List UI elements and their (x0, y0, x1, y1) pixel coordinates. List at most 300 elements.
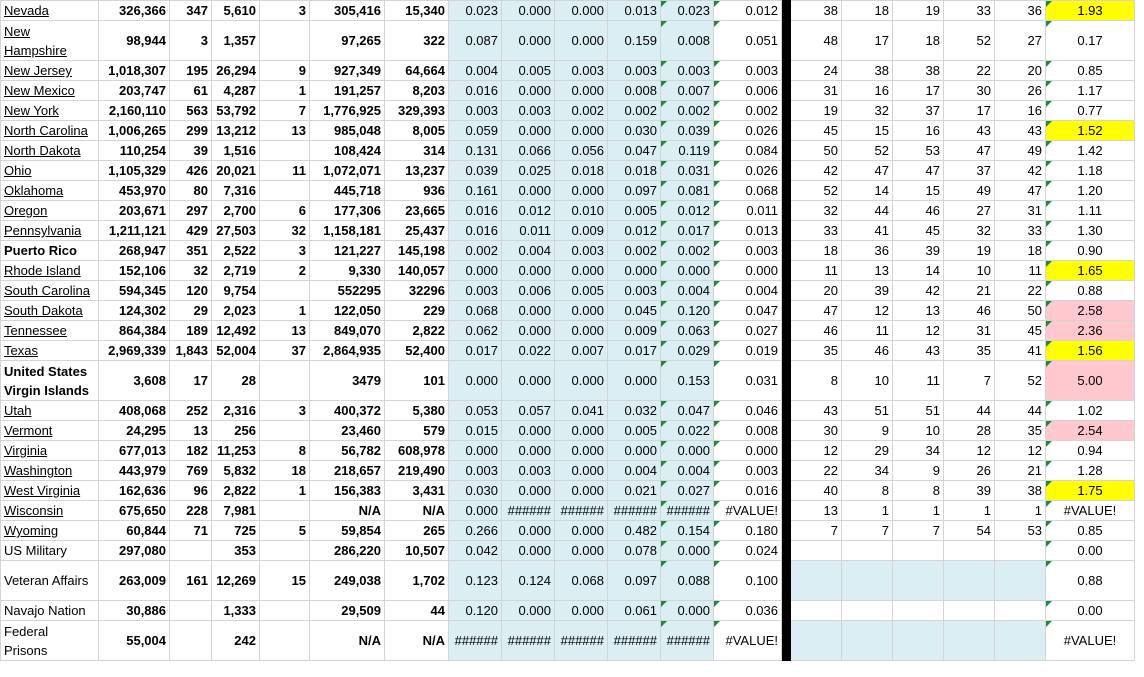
cell-k1[interactable]: 40 (791, 481, 842, 501)
cell-k5[interactable]: 26 (995, 81, 1046, 101)
cell-r1[interactable]: 0.266 (449, 521, 502, 541)
cell-r3[interactable]: 0.009 (555, 221, 608, 241)
cell-k5[interactable]: 49 (995, 141, 1046, 161)
cell-f[interactable]: 140,057 (385, 261, 449, 281)
cell-k1[interactable]: 45 (791, 121, 842, 141)
cell-f[interactable]: 8,005 (385, 121, 449, 141)
cell-b[interactable]: 297 (170, 201, 212, 221)
cell-g[interactable]: 0.008 (714, 421, 782, 441)
cell-z[interactable]: 0.77 (1046, 101, 1135, 121)
row-label-cell[interactable]: Pennsylvania (1, 221, 99, 241)
cell-g[interactable]: 0.046 (714, 401, 782, 421)
cell-k4[interactable]: 22 (944, 61, 995, 81)
cell-k1[interactable] (791, 601, 842, 621)
cell-r2[interactable]: ###### (502, 501, 555, 521)
table-row[interactable] (1, 61, 1135, 81)
cell-r5[interactable]: 0.000 (661, 261, 714, 281)
cell-r3[interactable]: 0.000 (555, 261, 608, 281)
cell-g[interactable]: 0.051 (714, 21, 782, 61)
cell-r4[interactable]: 0.003 (608, 61, 661, 81)
row-label-cell[interactable]: New York (1, 101, 99, 121)
cell-k2[interactable]: 29 (842, 441, 893, 461)
cell-a[interactable]: 594,345 (99, 281, 170, 301)
cell-k1[interactable]: 18 (791, 241, 842, 261)
cell-r5[interactable]: 0.154 (661, 521, 714, 541)
cell-k2[interactable]: 41 (842, 221, 893, 241)
cell-r5[interactable]: 0.000 (661, 541, 714, 561)
cell-d[interactable]: 11 (260, 161, 310, 181)
cell-f[interactable]: 314 (385, 141, 449, 161)
cell-k1[interactable]: 35 (791, 341, 842, 361)
cell-k3[interactable]: 17 (893, 81, 944, 101)
cell-b[interactable]: 61 (170, 81, 212, 101)
cell-a[interactable]: 408,068 (99, 401, 170, 421)
table-row[interactable] (1, 421, 1135, 441)
cell-r3[interactable]: 0.000 (555, 521, 608, 541)
row-label-cell[interactable]: Veteran Affairs (1, 561, 99, 601)
cell-k1[interactable]: 12 (791, 441, 842, 461)
row-label-cell[interactable]: Washington (1, 461, 99, 481)
cell-d[interactable]: 13 (260, 321, 310, 341)
cell-f[interactable]: 8,203 (385, 81, 449, 101)
cell-z[interactable]: 0.85 (1046, 521, 1135, 541)
cell-r1[interactable]: 0.015 (449, 421, 502, 441)
cell-r1[interactable]: 0.123 (449, 561, 502, 601)
cell-c[interactable]: 53,792 (212, 101, 260, 121)
cell-r3[interactable]: 0.041 (555, 401, 608, 421)
cell-r3[interactable]: 0.000 (555, 461, 608, 481)
cell-z[interactable]: #VALUE! (1046, 501, 1135, 521)
cell-z[interactable]: 0.88 (1046, 281, 1135, 301)
cell-k2[interactable]: 15 (842, 121, 893, 141)
cell-c[interactable]: 7,316 (212, 181, 260, 201)
cell-k3[interactable]: 18 (893, 21, 944, 61)
cell-r2[interactable]: ###### (502, 621, 555, 661)
cell-b[interactable]: 563 (170, 101, 212, 121)
cell-r4[interactable]: 0.000 (608, 441, 661, 461)
cell-r3[interactable]: 0.003 (555, 61, 608, 81)
cell-k2[interactable]: 14 (842, 181, 893, 201)
row-label-cell[interactable]: South Dakota (1, 301, 99, 321)
cell-d[interactable]: 8 (260, 441, 310, 461)
cell-b[interactable]: 32 (170, 261, 212, 281)
cell-r1[interactable]: 0.016 (449, 201, 502, 221)
cell-z[interactable]: 0.90 (1046, 241, 1135, 261)
cell-d[interactable]: 13 (260, 121, 310, 141)
cell-e[interactable]: 97,265 (310, 21, 385, 61)
cell-k1[interactable]: 52 (791, 181, 842, 201)
cell-k4[interactable]: 35 (944, 341, 995, 361)
cell-r1[interactable]: 0.002 (449, 241, 502, 261)
cell-r3[interactable]: 0.018 (555, 161, 608, 181)
cell-r4[interactable]: 0.021 (608, 481, 661, 501)
cell-d[interactable]: 9 (260, 61, 310, 81)
cell-k2[interactable]: 39 (842, 281, 893, 301)
cell-k5[interactable]: 33 (995, 221, 1046, 241)
cell-r5[interactable]: 0.063 (661, 321, 714, 341)
cell-k3[interactable]: 37 (893, 101, 944, 121)
cell-r2[interactable]: 0.000 (502, 521, 555, 541)
cell-a[interactable]: 60,844 (99, 521, 170, 541)
cell-k3[interactable]: 39 (893, 241, 944, 261)
cell-f[interactable]: 936 (385, 181, 449, 201)
table-row[interactable] (1, 521, 1135, 541)
cell-k5[interactable]: 31 (995, 201, 1046, 221)
cell-c[interactable]: 1,333 (212, 601, 260, 621)
table-row[interactable] (1, 101, 1135, 121)
cell-r5[interactable]: 0.008 (661, 21, 714, 61)
cell-g[interactable]: 0.031 (714, 361, 782, 401)
table-row[interactable] (1, 601, 1135, 621)
cell-r2[interactable]: 0.000 (502, 21, 555, 61)
cell-d[interactable] (260, 281, 310, 301)
row-label-cell[interactable]: Ohio (1, 161, 99, 181)
cell-r1[interactable]: 0.000 (449, 261, 502, 281)
cell-r2[interactable]: 0.022 (502, 341, 555, 361)
cell-k2[interactable]: 52 (842, 141, 893, 161)
cell-a[interactable]: 268,947 (99, 241, 170, 261)
cell-k1[interactable]: 13 (791, 501, 842, 521)
cell-k4[interactable]: 26 (944, 461, 995, 481)
cell-k2[interactable]: 51 (842, 401, 893, 421)
cell-d[interactable]: 6 (260, 201, 310, 221)
cell-a[interactable]: 675,650 (99, 501, 170, 521)
cell-b[interactable]: 71 (170, 521, 212, 541)
cell-c[interactable]: 9,754 (212, 281, 260, 301)
cell-g[interactable]: 0.036 (714, 601, 782, 621)
cell-z[interactable]: 1.02 (1046, 401, 1135, 421)
cell-k4[interactable]: 47 (944, 141, 995, 161)
cell-k4[interactable]: 19 (944, 241, 995, 261)
row-label-cell[interactable]: South Carolina (1, 281, 99, 301)
cell-r5[interactable]: 0.012 (661, 201, 714, 221)
cell-k4[interactable]: 17 (944, 101, 995, 121)
cell-z[interactable]: 0.00 (1046, 601, 1135, 621)
cell-k5[interactable]: 50 (995, 301, 1046, 321)
cell-k4[interactable]: 27 (944, 201, 995, 221)
row-label-cell[interactable]: Virginia (1, 441, 99, 461)
cell-e[interactable]: 985,048 (310, 121, 385, 141)
cell-z[interactable]: 0.17 (1046, 21, 1135, 61)
cell-k4[interactable]: 39 (944, 481, 995, 501)
cell-k1[interactable]: 7 (791, 521, 842, 541)
cell-k3[interactable]: 51 (893, 401, 944, 421)
cell-r5[interactable]: 0.047 (661, 401, 714, 421)
cell-k1[interactable]: 33 (791, 221, 842, 241)
cell-r5[interactable]: 0.002 (661, 101, 714, 121)
cell-r1[interactable]: 0.042 (449, 541, 502, 561)
cell-f[interactable]: 608,978 (385, 441, 449, 461)
cell-b[interactable]: 120 (170, 281, 212, 301)
cell-k3[interactable] (893, 561, 944, 601)
cell-b[interactable] (170, 541, 212, 561)
table-row[interactable] (1, 361, 1135, 401)
cell-k2[interactable] (842, 541, 893, 561)
table-row[interactable] (1, 261, 1135, 281)
table-row[interactable] (1, 481, 1135, 501)
cell-r1[interactable]: 0.068 (449, 301, 502, 321)
cell-g[interactable]: 0.013 (714, 221, 782, 241)
cell-r2[interactable]: 0.000 (502, 121, 555, 141)
cell-k3[interactable]: 53 (893, 141, 944, 161)
cell-r4[interactable]: 0.009 (608, 321, 661, 341)
cell-a[interactable]: 152,106 (99, 261, 170, 281)
cell-c[interactable]: 1,357 (212, 21, 260, 61)
cell-k2[interactable]: 7 (842, 521, 893, 541)
cell-a[interactable]: 3,608 (99, 361, 170, 401)
cell-g[interactable]: 0.016 (714, 481, 782, 501)
cell-r5[interactable]: 0.029 (661, 341, 714, 361)
cell-r4[interactable]: 0.032 (608, 401, 661, 421)
cell-b[interactable]: 252 (170, 401, 212, 421)
cell-r4[interactable]: 0.030 (608, 121, 661, 141)
cell-e[interactable]: 1,776,925 (310, 101, 385, 121)
cell-k4[interactable] (944, 561, 995, 601)
cell-g[interactable]: 0.068 (714, 181, 782, 201)
cell-r3[interactable]: 0.056 (555, 141, 608, 161)
table-row[interactable] (1, 81, 1135, 101)
cell-r3[interactable]: 0.068 (555, 561, 608, 601)
cell-r2[interactable]: 0.000 (502, 1, 555, 21)
cell-e[interactable]: 191,257 (310, 81, 385, 101)
cell-e[interactable]: 156,383 (310, 481, 385, 501)
cell-k5[interactable] (995, 601, 1046, 621)
cell-z[interactable]: 1.18 (1046, 161, 1135, 181)
cell-k1[interactable]: 24 (791, 61, 842, 81)
table-row[interactable] (1, 301, 1135, 321)
cell-f[interactable]: 52,400 (385, 341, 449, 361)
cell-k3[interactable]: 38 (893, 61, 944, 81)
cell-k3[interactable]: 8 (893, 481, 944, 501)
cell-z[interactable]: 1.52 (1046, 121, 1135, 141)
cell-z[interactable]: 2.36 (1046, 321, 1135, 341)
cell-r1[interactable]: 0.003 (449, 101, 502, 121)
cell-c[interactable]: 28 (212, 361, 260, 401)
cell-k1[interactable]: 47 (791, 301, 842, 321)
cell-k2[interactable]: 44 (842, 201, 893, 221)
cell-r5[interactable]: ###### (661, 621, 714, 661)
cell-r4[interactable]: 0.013 (608, 1, 661, 21)
cell-f[interactable]: 145,198 (385, 241, 449, 261)
cell-c[interactable]: 725 (212, 521, 260, 541)
cell-d[interactable]: 32 (260, 221, 310, 241)
cell-k4[interactable]: 43 (944, 121, 995, 141)
cell-r5[interactable]: 0.022 (661, 421, 714, 441)
cell-r3[interactable]: 0.000 (555, 541, 608, 561)
row-label-cell[interactable]: Puerto Rico (1, 241, 99, 261)
cell-f[interactable]: 2,822 (385, 321, 449, 341)
cell-k4[interactable]: 49 (944, 181, 995, 201)
cell-g[interactable]: 0.026 (714, 121, 782, 141)
cell-z[interactable]: 1.30 (1046, 221, 1135, 241)
cell-r4[interactable]: 0.003 (608, 281, 661, 301)
cell-k5[interactable]: 22 (995, 281, 1046, 301)
cell-k2[interactable]: 47 (842, 161, 893, 181)
cell-z[interactable]: 1.42 (1046, 141, 1135, 161)
cell-k2[interactable]: 8 (842, 481, 893, 501)
cell-e[interactable]: 400,372 (310, 401, 385, 421)
cell-k1[interactable]: 48 (791, 21, 842, 61)
cell-k5[interactable]: 53 (995, 521, 1046, 541)
cell-z[interactable]: 1.28 (1046, 461, 1135, 481)
row-label-cell[interactable]: Tennessee (1, 321, 99, 341)
cell-k3[interactable]: 43 (893, 341, 944, 361)
cell-k5[interactable]: 18 (995, 241, 1046, 261)
cell-g[interactable]: 0.047 (714, 301, 782, 321)
cell-g[interactable]: 0.100 (714, 561, 782, 601)
cell-r1[interactable]: 0.131 (449, 141, 502, 161)
cell-a[interactable]: 453,970 (99, 181, 170, 201)
cell-k4[interactable]: 31 (944, 321, 995, 341)
cell-r2[interactable]: 0.000 (502, 601, 555, 621)
cell-k1[interactable]: 32 (791, 201, 842, 221)
cell-z[interactable]: 2.54 (1046, 421, 1135, 441)
table-row[interactable] (1, 541, 1135, 561)
row-label-cell[interactable]: Texas (1, 341, 99, 361)
cell-k5[interactable]: 36 (995, 1, 1046, 21)
cell-k1[interactable]: 31 (791, 81, 842, 101)
table-row[interactable] (1, 161, 1135, 181)
cell-k4[interactable]: 44 (944, 401, 995, 421)
cell-k3[interactable] (893, 601, 944, 621)
cell-r3[interactable]: 0.000 (555, 121, 608, 141)
cell-f[interactable]: 25,437 (385, 221, 449, 241)
cell-r5[interactable]: 0.153 (661, 361, 714, 401)
cell-k4[interactable] (944, 621, 995, 661)
cell-r2[interactable]: 0.011 (502, 221, 555, 241)
cell-e[interactable]: 249,038 (310, 561, 385, 601)
cell-k3[interactable]: 9 (893, 461, 944, 481)
cell-k5[interactable]: 43 (995, 121, 1046, 141)
cell-r5[interactable]: 0.119 (661, 141, 714, 161)
cell-c[interactable]: 2,822 (212, 481, 260, 501)
cell-r2[interactable]: 0.000 (502, 301, 555, 321)
cell-e[interactable]: 1,158,181 (310, 221, 385, 241)
cell-d[interactable]: 18 (260, 461, 310, 481)
cell-d[interactable]: 3 (260, 401, 310, 421)
cell-b[interactable]: 96 (170, 481, 212, 501)
cell-r3[interactable]: 0.000 (555, 21, 608, 61)
cell-k3[interactable]: 45 (893, 221, 944, 241)
cell-r4[interactable]: 0.005 (608, 201, 661, 221)
cell-e[interactable]: 108,424 (310, 141, 385, 161)
cell-g[interactable]: 0.012 (714, 1, 782, 21)
cell-r1[interactable]: 0.023 (449, 1, 502, 21)
cell-r1[interactable]: 0.016 (449, 221, 502, 241)
cell-c[interactable]: 13,212 (212, 121, 260, 141)
table-row[interactable] (1, 461, 1135, 481)
cell-g[interactable]: 0.004 (714, 281, 782, 301)
cell-f[interactable]: 5,380 (385, 401, 449, 421)
cell-b[interactable]: 80 (170, 181, 212, 201)
cell-r1[interactable]: 0.120 (449, 601, 502, 621)
cell-k5[interactable]: 44 (995, 401, 1046, 421)
cell-g[interactable]: 0.003 (714, 61, 782, 81)
cell-k1[interactable]: 19 (791, 101, 842, 121)
cell-k5[interactable]: 35 (995, 421, 1046, 441)
row-label-cell[interactable]: West Virginia (1, 481, 99, 501)
cell-r2[interactable]: 0.000 (502, 361, 555, 401)
cell-g[interactable]: #VALUE! (714, 501, 782, 521)
cell-a[interactable]: 1,105,329 (99, 161, 170, 181)
table-row[interactable] (1, 281, 1135, 301)
cell-b[interactable]: 182 (170, 441, 212, 461)
cell-d[interactable] (260, 141, 310, 161)
cell-b[interactable]: 426 (170, 161, 212, 181)
table-row[interactable] (1, 441, 1135, 461)
cell-r1[interactable]: 0.003 (449, 461, 502, 481)
cell-r4[interactable]: 0.047 (608, 141, 661, 161)
cell-k2[interactable]: 32 (842, 101, 893, 121)
cell-c[interactable]: 2,316 (212, 401, 260, 421)
cell-c[interactable]: 5,832 (212, 461, 260, 481)
cell-r1[interactable]: 0.004 (449, 61, 502, 81)
cell-f[interactable]: 44 (385, 601, 449, 621)
cell-k2[interactable]: 13 (842, 261, 893, 281)
cell-f[interactable]: 322 (385, 21, 449, 61)
cell-c[interactable]: 11,253 (212, 441, 260, 461)
cell-e[interactable]: 177,306 (310, 201, 385, 221)
cell-k4[interactable]: 12 (944, 441, 995, 461)
cell-k3[interactable]: 1 (893, 501, 944, 521)
cell-k4[interactable]: 33 (944, 1, 995, 21)
cell-e[interactable]: 23,460 (310, 421, 385, 441)
table-row[interactable] (1, 181, 1135, 201)
cell-r3[interactable]: 0.010 (555, 201, 608, 221)
cell-c[interactable]: 2,522 (212, 241, 260, 261)
cell-k4[interactable]: 46 (944, 301, 995, 321)
cell-c[interactable]: 12,269 (212, 561, 260, 601)
cell-c[interactable]: 52,004 (212, 341, 260, 361)
cell-r4[interactable]: 0.012 (608, 221, 661, 241)
cell-g[interactable]: 0.003 (714, 461, 782, 481)
cell-r4[interactable]: ###### (608, 621, 661, 661)
cell-r4[interactable]: 0.000 (608, 361, 661, 401)
cell-r1[interactable]: 0.053 (449, 401, 502, 421)
cell-z[interactable]: 1.56 (1046, 341, 1135, 361)
cell-k3[interactable]: 14 (893, 261, 944, 281)
cell-c[interactable]: 5,610 (212, 1, 260, 21)
cell-r4[interactable]: 0.159 (608, 21, 661, 61)
cell-z[interactable]: 0.00 (1046, 541, 1135, 561)
cell-c[interactable]: 1,516 (212, 141, 260, 161)
cell-r2[interactable]: 0.000 (502, 321, 555, 341)
row-label-cell[interactable]: Federal Prisons (1, 621, 99, 661)
cell-b[interactable]: 161 (170, 561, 212, 601)
cell-e[interactable]: 1,072,071 (310, 161, 385, 181)
cell-f[interactable]: 101 (385, 361, 449, 401)
table-row[interactable] (1, 561, 1135, 601)
cell-r3[interactable]: 0.000 (555, 361, 608, 401)
cell-a[interactable]: 1,018,307 (99, 61, 170, 81)
row-label-cell[interactable]: Utah (1, 401, 99, 421)
cell-b[interactable]: 13 (170, 421, 212, 441)
cell-g[interactable]: 0.011 (714, 201, 782, 221)
cell-f[interactable]: 329,393 (385, 101, 449, 121)
cell-e[interactable]: 286,220 (310, 541, 385, 561)
cell-a[interactable]: 263,009 (99, 561, 170, 601)
cell-z[interactable]: #VALUE! (1046, 621, 1135, 661)
cell-r3[interactable]: 0.000 (555, 601, 608, 621)
row-label-cell[interactable]: Nevada (1, 1, 99, 21)
cell-k3[interactable]: 12 (893, 321, 944, 341)
cell-e[interactable]: 122,050 (310, 301, 385, 321)
cell-r2[interactable]: 0.124 (502, 561, 555, 601)
cell-k3[interactable]: 7 (893, 521, 944, 541)
cell-c[interactable]: 20,021 (212, 161, 260, 181)
cell-z[interactable]: 1.20 (1046, 181, 1135, 201)
cell-r3[interactable]: 0.000 (555, 321, 608, 341)
